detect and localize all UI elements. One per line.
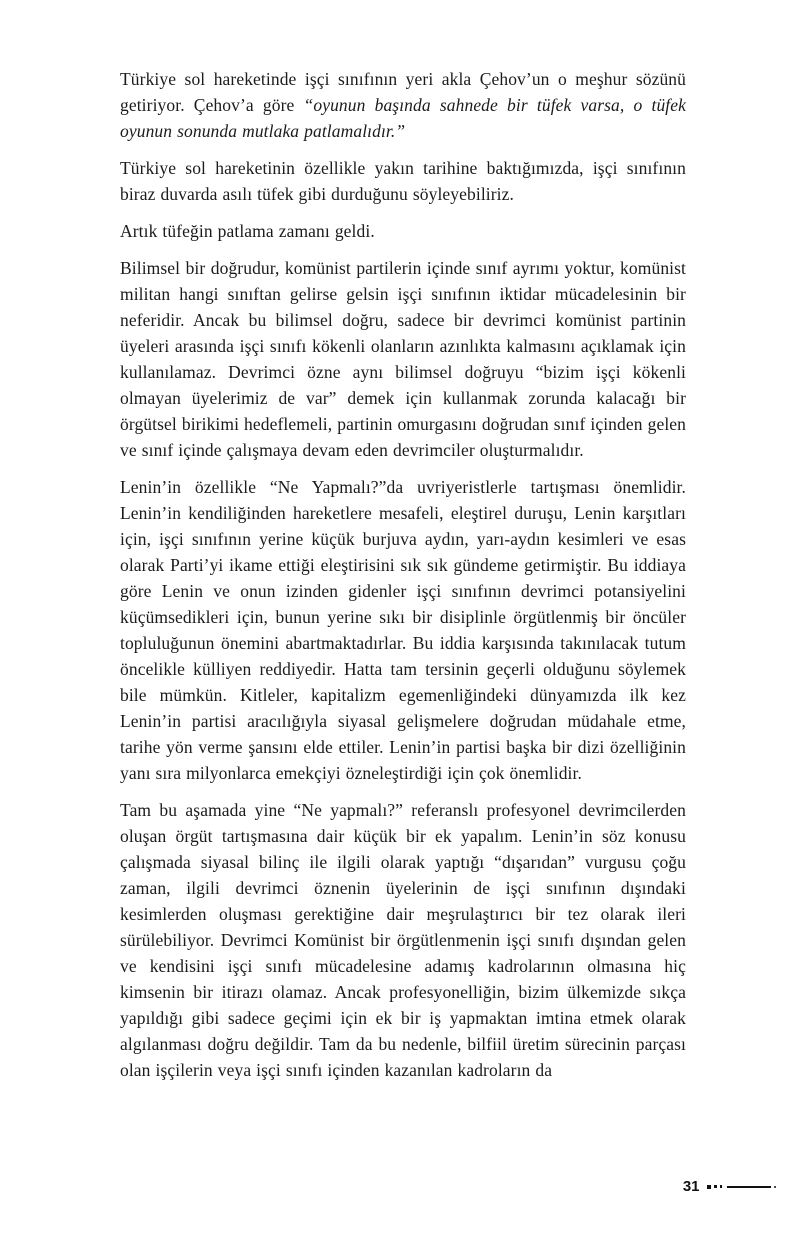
- ornament-square: [720, 1185, 723, 1188]
- ornament-square: [707, 1185, 711, 1189]
- body-text: Türkiye sol hareketinin özellikle yakın tarihine baktığımızda, işçi sınıfının biraz duvarda asılı tüfek gibi durduğunu söyleyebiliriz.: [120, 158, 686, 204]
- paragraph: [120, 66, 686, 144]
- quote-text: “oyunun başında sahnede bir tüfek varsa, o tüfek oyunun sonunda mutlaka patlamalıdır.”: [120, 95, 686, 141]
- paragraph: [120, 255, 686, 463]
- paragraph: [120, 474, 686, 786]
- footer-ornament: [707, 1185, 777, 1189]
- body-text: Bilimsel bir doğrudur, komünist partilerin içinde sınıf ayrımı yoktur, komünist militan hangi sınıftan gelirse gelsin işçi sınıfının iktidar mücadelesinin bir neferidir. Ancak bu bilimsel doğru, sadece bir devrimci komünist partinin üyeleri arasında işçi sınıfı kökenli olanların azınlıkta kalmasını açıklamak için kullanılamaz. Devrimci özne aynı bilimsel doğruyu “bizim işçi kökenli olmayan üyelerimiz de var” demek için kullanmak zorunda kalacağı bir örgütsel birikimi hedeflemeli, partinin omurgasını doğrudan sınıf içinden gelen ve sınıf içinde çalışmaya devam eden devrimciler oluşturmalıdır.: [120, 258, 686, 460]
- ornament-rule: [727, 1186, 771, 1188]
- paragraph: [120, 155, 686, 207]
- body-text: Tam bu aşamada yine “Ne yapmalı?” referanslı profesyonel devrimcilerden oluşan örgüt tartışmasına dair küçük bir ek yapalım. Lenin’in söz konusu çalışmada siyasal bilinç ile ilgili olarak yaptığı “dışarıdan” vurgusu çoğu zaman, ilgili devrimci öznenin üyelerinin de işçi sınıfının dışındaki kesimlerden oluşması gerektiğine dair meşrulaştırıcı bir tez olarak ileri sürülebiliyor. Devrimci Komünist bir örgütlenmenin işçi sınıfı dışından gelen ve kendisini işçi sınıfı mücadelesine adamış kadrolarının olmasına hiç kimsenin bir itirazı olamaz. Ancak profesyonelliğin, bizim ülkemizde sıkça yapıldığı gibi sadece geçimi için ek bir iş yapmaktan imtina etmek olarak algılanması doğru değildir. Tam da bu nedenle, bilfiil üretim sürecinin parçası olan işçilerin veya işçi sınıfı içinden kazanılan kadroların da: [120, 800, 686, 1080]
- page-number: 31: [682, 1178, 700, 1195]
- ornament-square: [714, 1185, 717, 1188]
- paragraph: [120, 218, 686, 244]
- paragraph: [120, 797, 686, 1083]
- text-block: [120, 66, 686, 1094]
- body-text: Lenin’in özellikle “Ne Yapmalı?”da uvriyeristlerle tartışması önemlidir. Lenin’in kendiliğinden hareketlere mesafeli, eleştirel duruşu, Lenin karşıtları için, işçi sınıfının yerine küçük burjuva aydın, yarı-aydın kesimleri ve esas olarak Parti’yi ikame ettiği eleştirisini sık sık gündeme getirmiştir. Bu iddiaya göre Lenin ve onun izinden gidenler işçi sınıfının devrimci potansiyelini küçümsedikleri için, bunun yerine sıkı bir disiplinle örgütlenmiş bir öncüler topluluğunun önemini abartmaktadırlar. Bu iddia karşısında takınılacak tutum öncelikle külliyen reddiyedir. Hatta tam tersinin geçerli olduğunu söylemek bile mümkün. Kitleler, kapitalizm egemenliğindeki dünyamızda ilk kez Lenin’in partisi aracılığıyla siyasal gelişmelere doğrudan müdahale etme, tarihe yön verme şansını elde ettiler. Lenin’in partisi başka bir dizi özelliğinin yanı sıra milyonlarca emekçiyi özneleştirdiği için çok önemlidir.: [120, 477, 686, 783]
- ornament-dot: [774, 1186, 776, 1188]
- body-text: Artık tüfeğin patlama zamanı geldi.: [120, 221, 375, 241]
- page-footer: [683, 1178, 776, 1195]
- body-text: Türkiye sol hareketinde işçi sınıfının yeri akla Çehov’un o meşhur sözünü getiriyor. Çehov’a göre: [120, 69, 686, 115]
